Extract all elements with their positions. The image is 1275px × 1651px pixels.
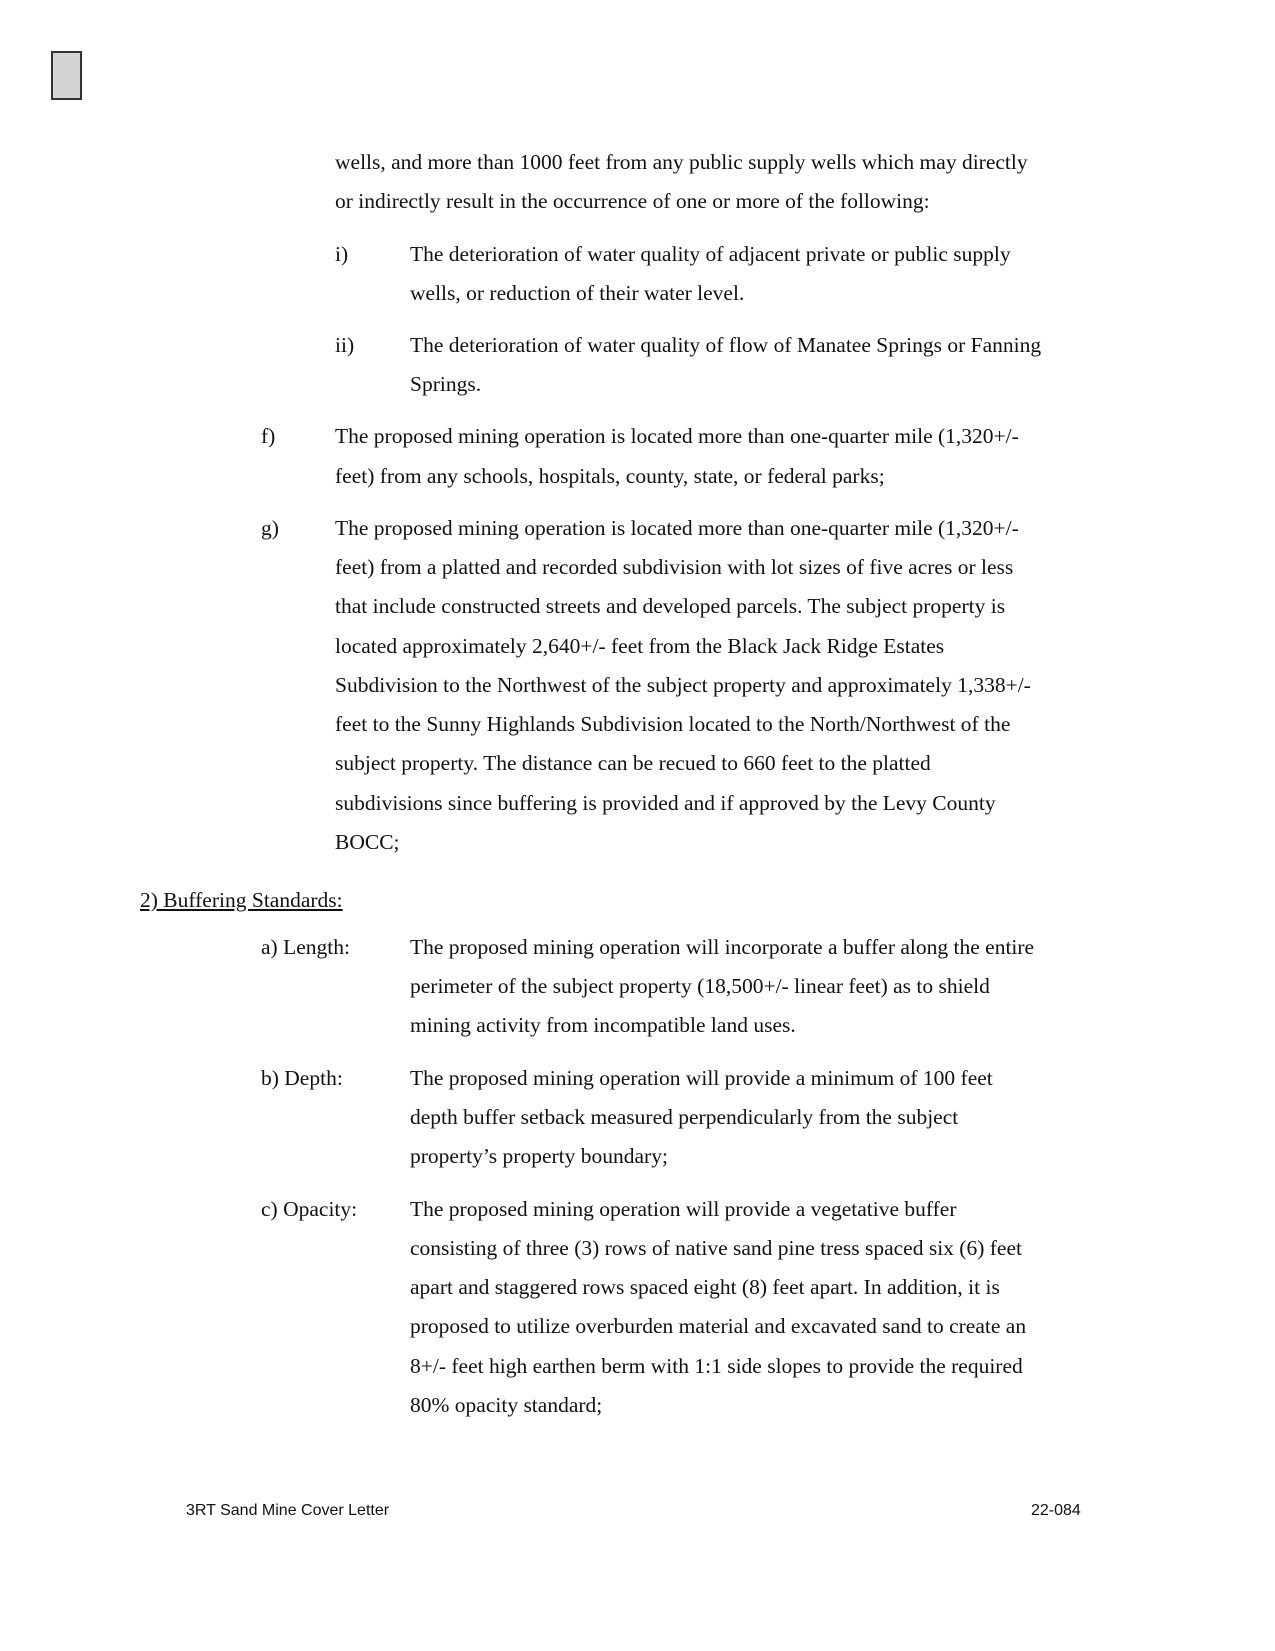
buffer-opacity-line-4: proposed to utilize overburden material and excavated sand to create an: [410, 1314, 1027, 1338]
item-g-line-3: that include constructed streets and developed parcels. The subject property is: [335, 594, 1006, 618]
buffer-depth-line-1: The proposed mining operation will provide a minimum of 100 feet: [410, 1066, 993, 1090]
sub-item-ii-marker: ii): [335, 333, 355, 357]
item-g-line-1: The proposed mining operation is located more than one-quarter mile (1,320+/-: [335, 516, 1019, 540]
buffer-opacity-line-1: The proposed mining operation will provide a vegetative buffer: [410, 1197, 957, 1221]
item-g-line-5: Subdivision to the Northwest of the subject property and approximately 1,338+/-: [335, 673, 1031, 697]
item-g-line-8: subdivisions since buffering is provided and if approved by the Levy County: [335, 791, 996, 815]
buffer-length-line-2: perimeter of the subject property (18,500+/- linear feet) as to shield: [410, 974, 990, 998]
item-f-line-2: feet) from any schools, hospitals, county, state, or federal parks;: [335, 464, 885, 488]
buffer-depth-line-3: property’s property boundary;: [410, 1144, 668, 1168]
buffering-standards-heading: 2) Buffering Standards:: [140, 888, 343, 912]
buffer-opacity-line-3: apart and staggered rows spaced eight (8) feet apart. In addition, it is: [410, 1275, 1000, 1299]
footer-project-number: 22-084: [1031, 1502, 1081, 1519]
buffer-length-line-1: The proposed mining operation will incorporate a buffer along the entire: [410, 935, 1035, 959]
item-f-marker: f): [261, 424, 276, 448]
buffer-depth-label: b) Depth:: [261, 1066, 343, 1090]
buffer-length-label: a) Length:: [261, 935, 350, 959]
intro-line-1: wells, and more than 1000 feet from any public supply wells which may directly: [335, 150, 1028, 174]
buffer-opacity-label: c) Opacity:: [261, 1197, 358, 1221]
buffer-opacity-line-6: 80% opacity standard;: [410, 1393, 603, 1417]
item-g-marker: g): [261, 516, 279, 540]
item-g-line-6: feet to the Sunny Highlands Subdivision located to the North/Northwest of the: [335, 712, 1011, 736]
item-g-line-7: subject property. The distance can be recued to 660 feet to the platted: [335, 751, 931, 775]
sub-item-i-line-2: wells, or reduction of their water level.: [410, 281, 745, 305]
sub-item-i-line-1: The deterioration of water quality of adjacent private or public supply: [410, 242, 1011, 266]
buffer-length-line-3: mining activity from incompatible land uses.: [410, 1013, 796, 1037]
footer-document-title: 3RT Sand Mine Cover Letter: [186, 1502, 390, 1519]
sub-item-ii-line-2: Springs.: [410, 372, 482, 396]
item-f-line-1: The proposed mining operation is located more than one-quarter mile (1,320+/-: [335, 424, 1019, 448]
buffer-opacity-line-5: 8+/- feet high earthen berm with 1:1 side slopes to provide the required: [410, 1354, 1023, 1378]
sub-item-i-marker: i): [335, 242, 349, 266]
sub-item-ii-line-1: The deterioration of water quality of flow of Manatee Springs or Fanning: [410, 333, 1042, 357]
item-g-line-2: feet) from a platted and recorded subdivision with lot sizes of five acres or less: [335, 555, 1014, 579]
buffer-depth-line-2: depth buffer setback measured perpendicularly from the subject: [410, 1105, 959, 1129]
item-g-line-4: located approximately 2,640+/- feet from the Black Jack Ridge Estates: [335, 634, 945, 658]
intro-line-2: or indirectly result in the occurrence of one or more of the following:: [335, 189, 930, 213]
buffer-opacity-line-2: consisting of three (3) rows of native sand pine tress spaced six (6) feet: [410, 1236, 1022, 1260]
item-g-line-9: BOCC;: [335, 830, 400, 854]
corner-marker-box: [51, 51, 82, 100]
